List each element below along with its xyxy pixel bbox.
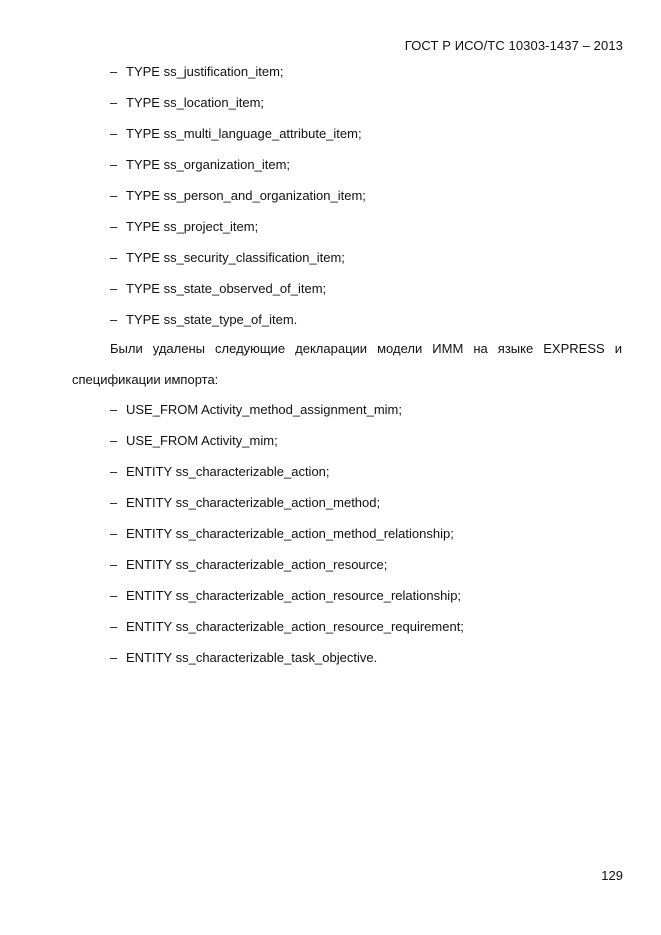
list-item bbox=[110, 251, 366, 282]
list-item-text: TYPE ss_justification_item; bbox=[126, 64, 284, 79]
list-dash: – bbox=[110, 250, 118, 265]
list-item bbox=[110, 527, 464, 558]
list-dash: – bbox=[110, 402, 118, 417]
list-dash: – bbox=[110, 526, 118, 541]
list-dash: – bbox=[110, 557, 118, 572]
list-item-text: ENTITY ss_characterizable_action; bbox=[126, 464, 330, 479]
list-item bbox=[110, 403, 464, 434]
list-item-text: USE_FROM Activity_method_assignment_mim; bbox=[126, 402, 402, 417]
list-item bbox=[110, 651, 464, 682]
removed-declarations-list bbox=[110, 403, 464, 682]
list-dash: – bbox=[110, 219, 118, 234]
list-dash: – bbox=[110, 433, 118, 448]
list-dash: – bbox=[110, 188, 118, 203]
list-item bbox=[110, 282, 366, 313]
list-item-text: TYPE ss_person_and_organization_item; bbox=[126, 188, 366, 203]
list-dash: – bbox=[110, 650, 118, 665]
list-item bbox=[110, 496, 464, 527]
list-item bbox=[110, 620, 464, 651]
list-dash: – bbox=[110, 588, 118, 603]
list-item-text: TYPE ss_multi_language_attribute_item; bbox=[126, 126, 362, 141]
list-item bbox=[110, 465, 464, 496]
list-dash: – bbox=[110, 157, 118, 172]
list-item-text: ENTITY ss_characterizable_action_resource; bbox=[126, 557, 388, 572]
list-item-text: TYPE ss_security_classification_item; bbox=[126, 250, 345, 265]
list-item-text: ENTITY ss_characterizable_action_method_relationship; bbox=[126, 526, 454, 541]
page-number: 129 bbox=[601, 868, 623, 883]
list-dash: – bbox=[110, 619, 118, 634]
list-item bbox=[110, 127, 366, 158]
paragraph-line-2: спецификации импорта: bbox=[72, 372, 219, 387]
list-item-text: ENTITY ss_characterizable_action_method; bbox=[126, 495, 381, 510]
list-item-text: ENTITY ss_characterizable_task_objective. bbox=[126, 650, 378, 665]
list-item bbox=[110, 65, 366, 96]
removed-declarations-paragraph bbox=[72, 342, 622, 386]
list-item-text: TYPE ss_state_observed_of_item; bbox=[126, 281, 327, 296]
list-dash: – bbox=[110, 126, 118, 141]
list-item bbox=[110, 558, 464, 589]
list-item-text: TYPE ss_project_item; bbox=[126, 219, 259, 234]
list-dash: – bbox=[110, 95, 118, 110]
list-item bbox=[110, 434, 464, 465]
list-item-text: USE_FROM Activity_mim; bbox=[126, 433, 278, 448]
list-item bbox=[110, 189, 366, 220]
list-item-text: TYPE ss_state_type_of_item. bbox=[126, 312, 298, 327]
removed-types-list bbox=[110, 65, 366, 344]
list-dash: – bbox=[110, 312, 118, 327]
paragraph-line-1: Были удалены следующие декларации модели ИММ на языке EXPRESS и bbox=[110, 341, 622, 356]
list-item-text: TYPE ss_location_item; bbox=[126, 95, 265, 110]
document-header: ГОСТ Р ИСО/ТС 10303-1437 – 2013 bbox=[404, 38, 623, 53]
list-dash: – bbox=[110, 64, 118, 79]
list-item-text: ENTITY ss_characterizable_action_resource_relationship; bbox=[126, 588, 462, 603]
list-dash: – bbox=[110, 495, 118, 510]
list-dash: – bbox=[110, 464, 118, 479]
list-item bbox=[110, 313, 366, 344]
list-item bbox=[110, 589, 464, 620]
list-dash: – bbox=[110, 281, 118, 296]
list-item bbox=[110, 96, 366, 127]
list-item bbox=[110, 158, 366, 189]
list-item-text: TYPE ss_organization_item; bbox=[126, 157, 291, 172]
list-item-text: ENTITY ss_characterizable_action_resource_requirement; bbox=[126, 619, 464, 634]
list-item bbox=[110, 220, 366, 251]
